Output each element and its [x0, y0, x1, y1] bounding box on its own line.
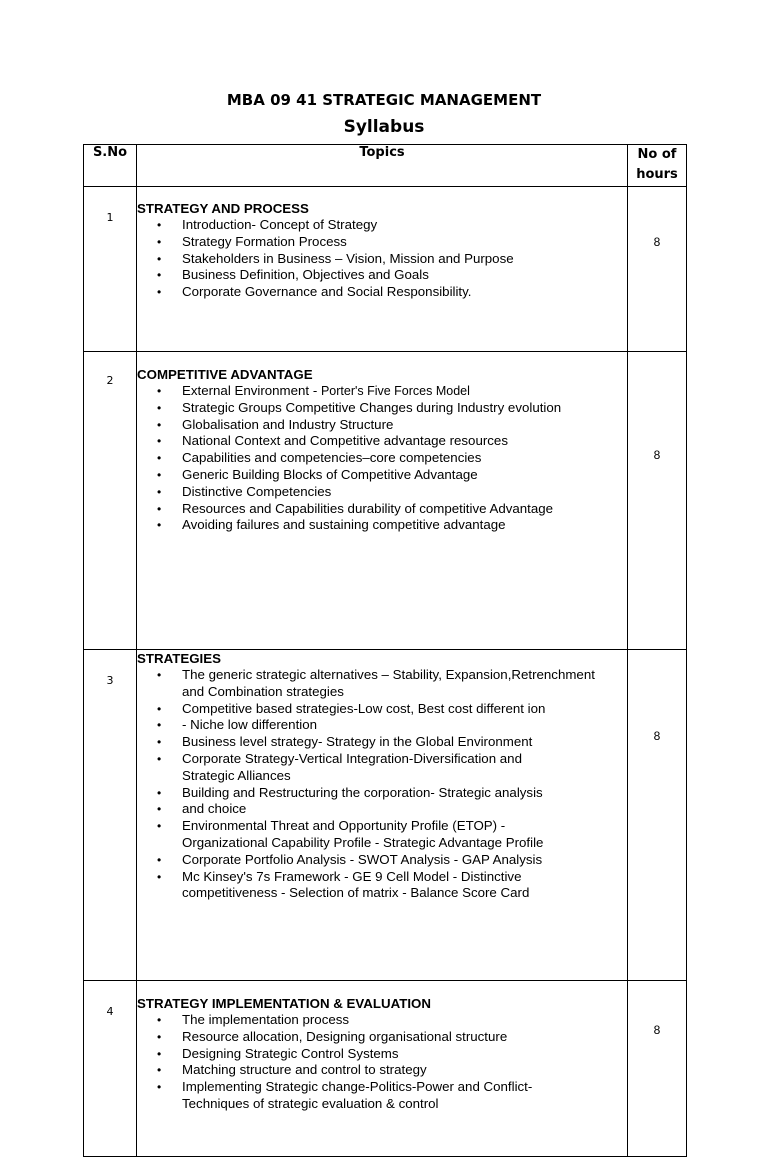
list-item: • Business Definition, Objectives and Goals	[182, 267, 627, 284]
list-item: • Capabilities and competencies–core competencies	[182, 450, 627, 467]
list-item: • Mc Kinsey's 7s Framework - GE 9 Cell Model - Distinctive	[182, 869, 627, 886]
topic-list	[137, 1012, 627, 1113]
list-item: • Resource allocation, Designing organisational structure	[182, 1029, 627, 1046]
topic-list	[137, 383, 627, 534]
row-topics	[137, 981, 628, 1157]
list-item: • Corporate Portfolio Analysis - SWOT Analysis - GAP Analysis	[182, 852, 627, 869]
list-item: • Implementing Strategic change-Politics-Power and Conflict-	[182, 1079, 627, 1096]
table-header-row	[84, 145, 687, 187]
list-item: • Matching structure and control to strategy	[182, 1062, 627, 1079]
table-row	[84, 352, 687, 650]
header-hours-line2: hours	[636, 167, 678, 182]
list-item: • Globalisation and Industry Structure	[182, 417, 627, 434]
table-row	[84, 981, 687, 1157]
list-item: • The implementation process	[182, 1012, 627, 1029]
unit-heading: STRATEGIES	[137, 651, 221, 666]
list-item: • Avoiding failures and sustaining competitive advantage	[182, 517, 627, 534]
row-hours: 8	[628, 981, 687, 1157]
list-item: • - Niche low differention	[182, 717, 627, 734]
list-item: • and choice	[182, 801, 627, 818]
row-topics	[137, 352, 628, 650]
document-subtitle: Syllabus	[343, 117, 425, 137]
list-item-continuation: competitiveness - Selection of matrix - Balance Score Card	[182, 885, 530, 901]
row-topics	[137, 650, 628, 981]
list-item: • Business level strategy- Strategy in the Global Environment	[182, 734, 627, 751]
list-item-continuation: Techniques of strategic evaluation & control	[182, 1095, 439, 1111]
header-hours-line1: No of	[637, 147, 677, 162]
list-item: • Building and Restructuring the corporation- Strategic analysis	[182, 785, 627, 802]
row-topics	[137, 187, 628, 352]
table-row	[84, 187, 687, 352]
header-sno: S.No	[84, 145, 137, 187]
syllabus-table	[83, 144, 687, 1157]
list-item: • Corporate Strategy-Vertical Integration-Diversification and	[182, 751, 627, 768]
unit-heading: STRATEGY AND PROCESS	[137, 201, 309, 216]
row-number: 1	[84, 187, 137, 352]
list-item: • Designing Strategic Control Systems	[182, 1046, 627, 1063]
list-item: • Strategy Formation Process	[182, 234, 627, 251]
row-hours: 8	[628, 187, 687, 352]
list-item: • Environmental Threat and Opportunity Profile (ETOP) -	[182, 818, 627, 835]
list-item	[182, 383, 627, 400]
table-row	[84, 650, 687, 981]
unit-heading: STRATEGY IMPLEMENTATION & EVALUATION	[137, 996, 432, 1011]
row-hours: 8	[628, 352, 687, 650]
unit-heading: COMPETITIVE ADVANTAGE	[137, 367, 313, 382]
list-item: • Stakeholders in Business – Vision, Mission and Purpose	[182, 251, 627, 268]
item-suffix: Porter's Five Forces Model	[320, 384, 470, 398]
list-item: • Generic Building Blocks of Competitive Advantage	[182, 467, 627, 484]
row-number: 2	[84, 352, 137, 650]
list-item: • Distinctive Competencies	[182, 484, 627, 501]
list-item-continuation: Strategic Alliances	[182, 767, 291, 783]
list-item-continuation: Organizational Capability Profile - Strategic Advantage Profile	[182, 834, 544, 850]
list-item: • National Context and Competitive advantage resources	[182, 433, 627, 450]
list-item: • Competitive based strategies-Low cost, Best cost different ion	[182, 701, 627, 718]
list-item: • The generic strategic alternatives – Stability, Expansion,Retrenchment	[182, 667, 627, 684]
row-number: 3	[84, 650, 137, 981]
list-item-continuation: and Combination strategies	[182, 683, 344, 699]
row-hours: 8	[628, 650, 687, 981]
topic-list	[137, 217, 627, 301]
list-item: • Introduction- Concept of Strategy	[182, 217, 627, 234]
item-prefix: External Environment -	[182, 383, 321, 398]
header-topics: Topics	[137, 145, 628, 187]
header-hours	[628, 145, 687, 187]
list-item: • Resources and Capabilities durability of competitive Advantage	[182, 501, 627, 518]
row-number: 4	[84, 981, 137, 1157]
list-item: • Strategic Groups Competitive Changes during Industry evolution	[182, 400, 627, 417]
document-title: MBA 09 41 STRATEGIC MANAGEMENT	[226, 91, 542, 109]
list-item: • Corporate Governance and Social Responsibility.	[182, 284, 627, 301]
topic-list	[137, 667, 627, 902]
